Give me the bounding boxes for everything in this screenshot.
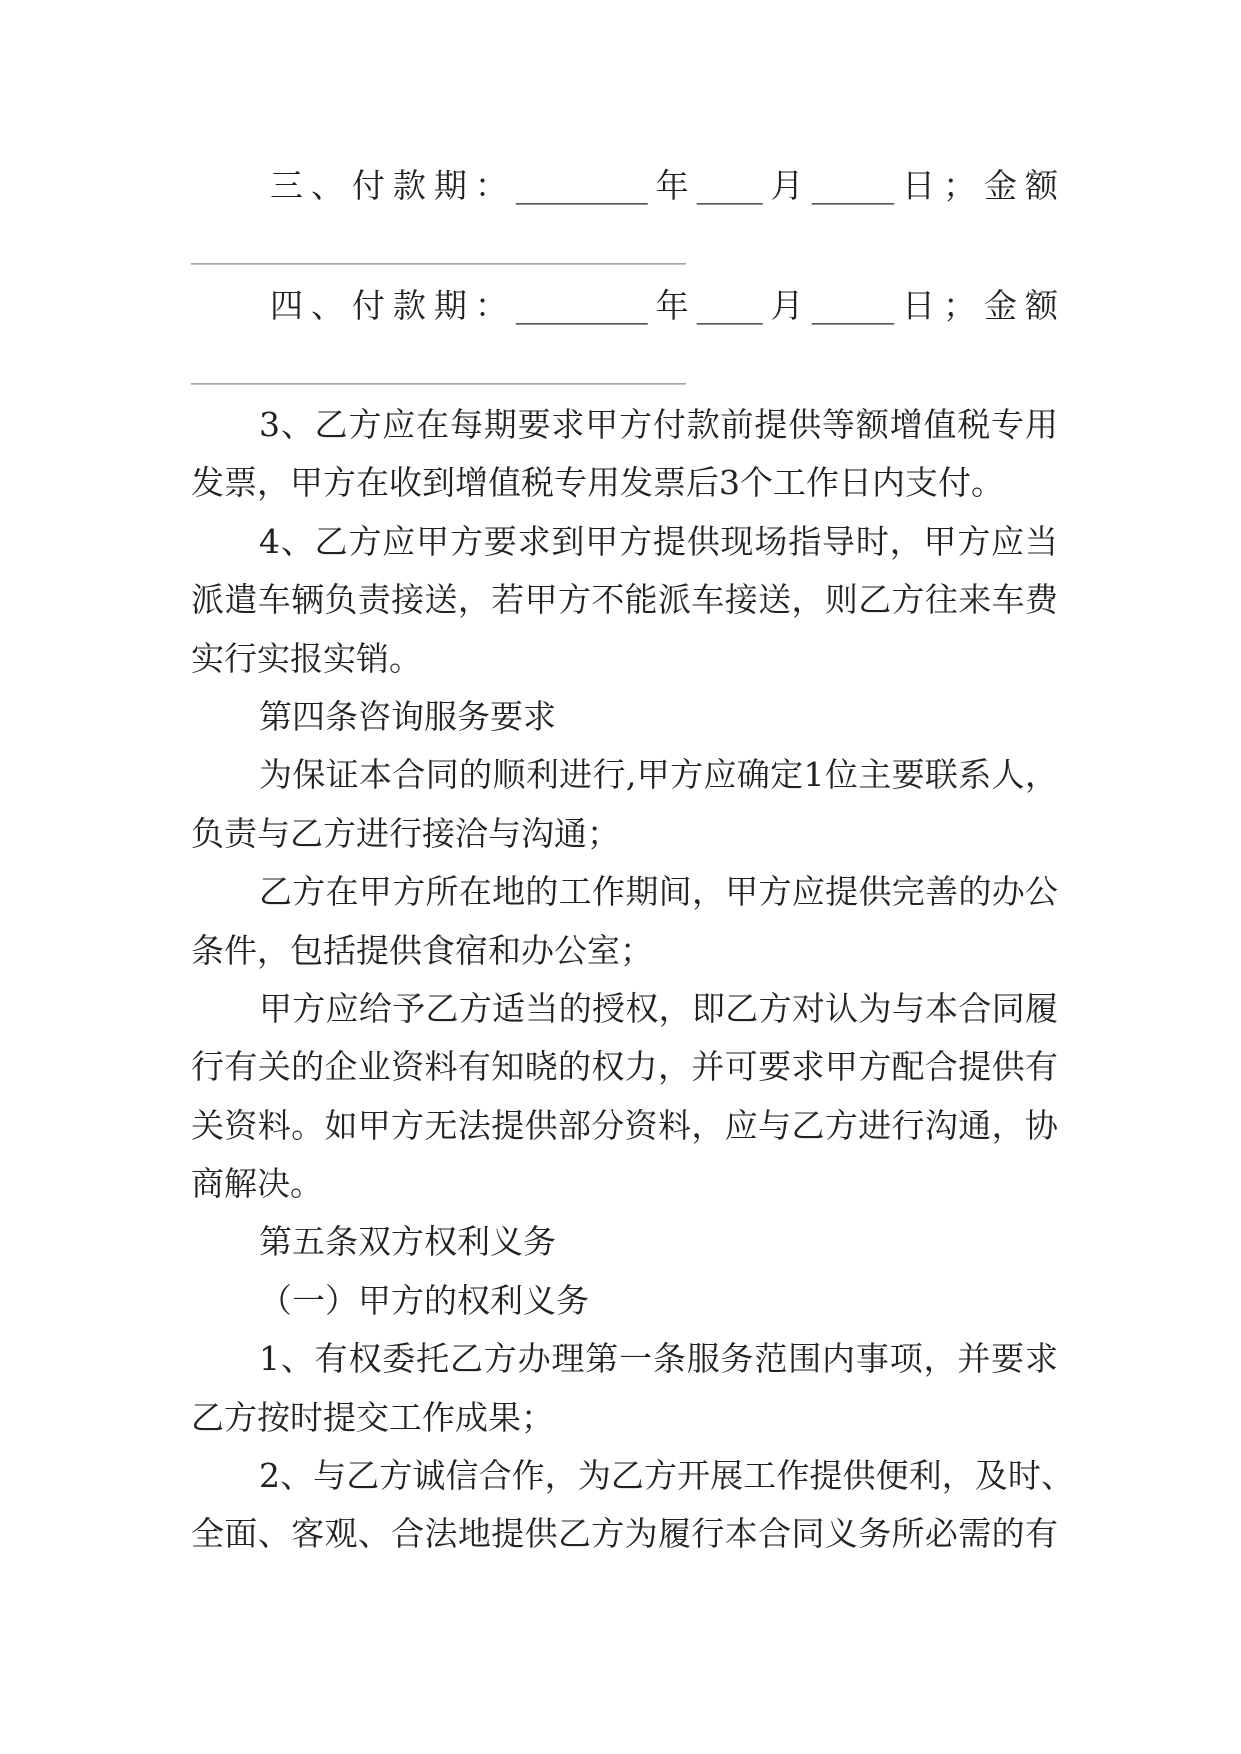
paragraph-line: 甲方应给予乙方适当的授权，即乙方对认为与本合同履 <box>259 988 1058 1028</box>
subsection-heading: （一）甲方的权利义务 <box>259 1280 589 1320</box>
paragraph-line: 实行实报实销。 <box>191 638 422 678</box>
paragraph-line: 负责与乙方进行接洽与沟通； <box>191 813 620 853</box>
section-heading: 第四条咨询服务要求 <box>259 696 556 736</box>
payment-term-line: 四、付款期：________年____月_____日；金额 <box>270 286 1058 325</box>
section-heading: 第五条双方权利义务 <box>259 1222 556 1262</box>
paragraph-line: 行有关的企业资料有知晓的权力，并可要求甲方配合提供有 <box>191 1047 1058 1087</box>
paragraph-line: 乙方按时提交工作成果； <box>191 1397 554 1437</box>
paragraph-line: 条件，包括提供食宿和办公室； <box>191 930 653 970</box>
payment-term-line: 三、付款期：________年____月_____日；金额 <box>270 166 1058 205</box>
paragraph-line: 2、与乙方诚信合作，为乙方开展工作提供便利，及时、 <box>259 1456 1074 1496</box>
paragraph-line: 乙方在甲方所在地的工作期间，甲方应提供完善的办公 <box>259 872 1058 912</box>
paragraph-line: 全面、客观、合法地提供乙方为履行本合同义务所必需的有 <box>191 1514 1058 1554</box>
paragraph-line: 关资料。如甲方无法提供部分资料，应与乙方进行沟通，协 <box>191 1105 1058 1145</box>
paragraph-line: 1、有权委托乙方办理第一条服务范围内事项，并要求 <box>259 1339 1058 1379</box>
paragraph-line: 商解决。 <box>191 1164 323 1204</box>
paragraph-line: 3、乙方应在每期要求甲方付款前提供等额增值税专用 <box>259 405 1058 444</box>
paragraph-line: 发票，甲方在收到增值税专用发票后3个工作日内支付。 <box>191 463 1004 503</box>
paragraph-line: 4、乙方应甲方要求到甲方提供现场指导时，甲方应当 <box>259 521 1058 561</box>
paragraph-line: 派遣车辆负责接送，若甲方不能派车接送，则乙方往来车费 <box>191 580 1058 620</box>
paragraph-line: 为保证本合同的顺利进行,甲方应确定1位主要联系人， <box>259 755 1058 795</box>
amount-blank-line: ______________________________ <box>191 346 686 385</box>
amount-blank-line: ______________________________ <box>191 226 686 265</box>
document-body <box>191 156 1074 1564</box>
